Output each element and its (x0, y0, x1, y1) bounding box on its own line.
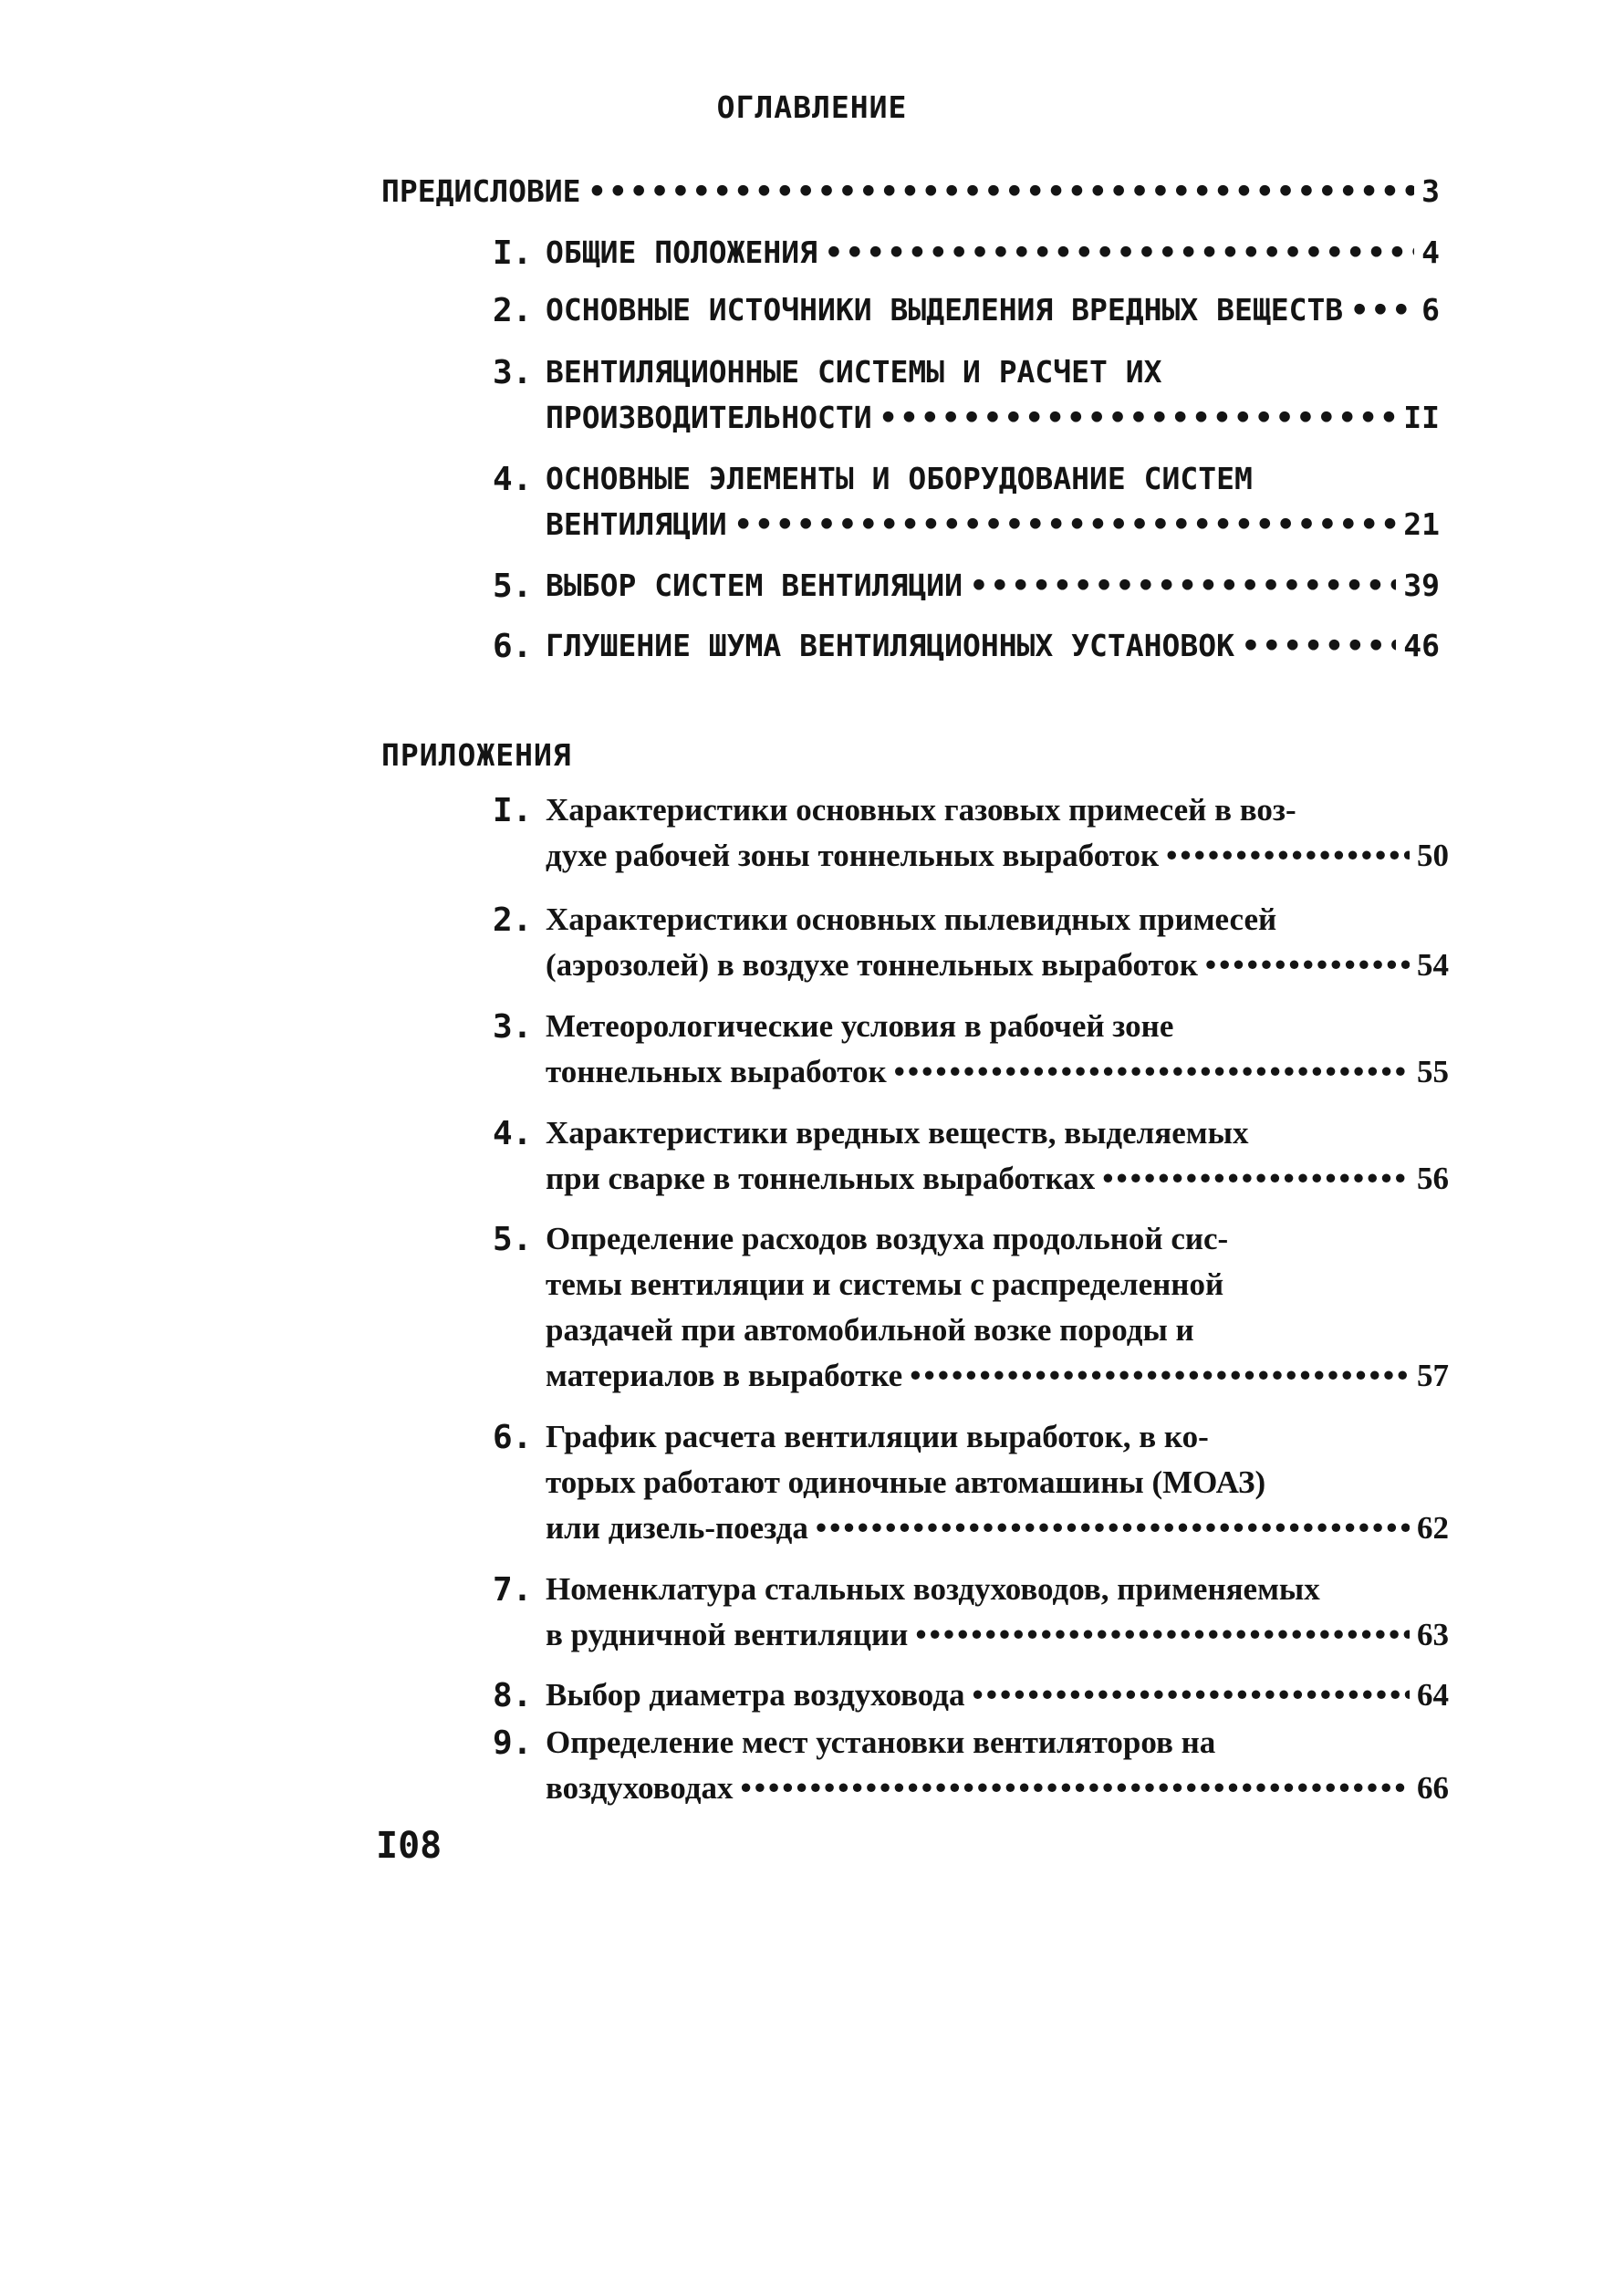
chapter-title-cont: ВЕНТИЛЯЦИИ (546, 506, 727, 542)
appendix-title-cont: материалов в выработке (546, 1358, 903, 1393)
appendix-number: I. (493, 792, 533, 829)
chapter-title: ВЕНТИЛЯЦИОННЫЕ СИСТЕМЫ И РАСЧЕТ ИХ (546, 354, 1162, 390)
appendix-page: 62 (1417, 1510, 1449, 1546)
chapter-number: 5. (493, 568, 533, 605)
appendix-title: График расчета вентиляции выработок, в ко- (546, 1419, 1209, 1454)
page-number: I08 (376, 1825, 442, 1867)
appendix-page: 56 (1417, 1161, 1449, 1196)
chapter-entry (546, 234, 1440, 270)
appendix-title-cont: в рудничной вентиляции (546, 1617, 909, 1652)
appendix-title: Характеристики основных пылевидных примесей (546, 901, 1277, 937)
preface-entry (381, 173, 1440, 209)
leader-dots (825, 234, 1414, 270)
appendix-title-cont: (аэрозолей) в воздухе тоннельных выработок (546, 947, 1198, 983)
appendix-entry (546, 1617, 1449, 1653)
leader-dots (1350, 292, 1414, 328)
chapter-number: 6. (493, 628, 533, 665)
appendix-title: Метеорологические условия в рабочей зоне (546, 1008, 1174, 1044)
appendix-title: Определение мест установки вентиляторов на (546, 1724, 1216, 1760)
appendix-title: Определение расходов воздуха продольной сис- (546, 1221, 1229, 1256)
appendix-title: Характеристики вредных веществ, выделяемых (546, 1115, 1249, 1151)
leader-dots (740, 1770, 1410, 1807)
appendix-page: 55 (1417, 1054, 1449, 1089)
leader-dots (1102, 1161, 1410, 1197)
chapter-entry (546, 506, 1440, 542)
chapter-number: 3. (493, 354, 533, 391)
appendix-number: 3. (493, 1008, 533, 1046)
leader-dots (972, 1677, 1410, 1714)
appendix-heading: ПРИЛОЖЕНИЯ (381, 737, 572, 773)
chapter-page: II (1403, 400, 1440, 435)
appendix-entry (546, 1358, 1449, 1394)
appendix-number: 8. (493, 1677, 533, 1714)
appendix-title-cont: духе рабочей зоны тоннельных выработок (546, 838, 1160, 873)
preface-page: 3 (1421, 173, 1440, 209)
leader-dots (816, 1510, 1410, 1547)
appendix-title-cont: воздуховодах (546, 1770, 734, 1806)
leader-dots (1242, 628, 1396, 663)
chapter-entry (546, 628, 1440, 663)
chapter-title: ОСНОВНЫЕ ЭЛЕМЕНТЫ И ОБОРУДОВАНИЕ СИСТЕМ (546, 461, 1253, 496)
appendix-entry (546, 1770, 1449, 1807)
leader-dots (734, 506, 1397, 542)
leader-dots (1166, 838, 1410, 874)
chapter-title: ОСНОВНЫЕ ИСТОЧНИКИ ВЫДЕЛЕНИЯ ВРЕДНЫХ ВЕЩЕСТВ (546, 292, 1344, 328)
appendix-title-cont: при сварке в тоннельных выработках (546, 1161, 1096, 1196)
appendix-entry (546, 947, 1449, 984)
leader-dots (588, 173, 1415, 209)
chapter-page: 39 (1403, 568, 1440, 603)
page-title: ОГЛАВЛЕНИЕ (716, 89, 908, 125)
appendix-number: 4. (493, 1115, 533, 1152)
chapter-title: ОБЩИЕ ПОЛОЖЕНИЯ (546, 234, 818, 270)
chapter-entry (546, 568, 1440, 603)
chapter-title: ГЛУШЕНИЕ ШУМА ВЕНТИЛЯЦИОННЫХ УСТАНОВОК (546, 628, 1234, 663)
appendix-title: Характеристики основных газовых примесей в воз- (546, 792, 1296, 828)
appendix-page: 63 (1417, 1617, 1449, 1652)
appendix-number: 6. (493, 1419, 533, 1456)
appendix-page: 57 (1417, 1358, 1449, 1393)
appendix-entry (546, 838, 1449, 874)
appendix-title-cont: темы вентиляции и системы с распределенной (546, 1266, 1224, 1302)
appendix-number: 9. (493, 1724, 533, 1762)
leader-dots (915, 1617, 1410, 1653)
appendix-entry (546, 1510, 1449, 1547)
appendix-number: 2. (493, 901, 533, 939)
leader-dots (894, 1054, 1410, 1090)
chapter-entry (546, 292, 1440, 328)
preface-label: ПРЕДИСЛОВИЕ (381, 173, 581, 209)
leader-dots (880, 400, 1397, 435)
appendix-page: 54 (1417, 947, 1449, 983)
chapter-entry (546, 400, 1440, 435)
leader-dots (910, 1358, 1410, 1394)
chapter-title-cont: ПРОИЗВОДИТЕЛЬНОСТИ (546, 400, 872, 435)
appendix-title-cont: торых работают одиночные автомашины (МОАЗ) (546, 1464, 1266, 1500)
chapter-page: 21 (1403, 506, 1440, 542)
appendix-page: 50 (1417, 838, 1449, 873)
appendix-title: Номенклатура стальных воздуховодов, применяемых (546, 1571, 1320, 1607)
chapter-number: I. (493, 234, 533, 272)
appendix-page: 64 (1417, 1677, 1449, 1713)
leader-dots (1205, 947, 1410, 984)
appendix-title-cont: или дизель-поезда (546, 1510, 808, 1546)
appendix-title-cont: раздачей при автомобильной возке породы и (546, 1312, 1194, 1348)
appendix-number: 7. (493, 1571, 533, 1609)
leader-dots (970, 568, 1396, 603)
chapter-title: ВЫБОР СИСТЕМ ВЕНТИЛЯЦИИ (546, 568, 963, 603)
chapter-page: 4 (1421, 234, 1440, 270)
appendix-number: 5. (493, 1221, 533, 1258)
appendix-title: Выбор диаметра воздуховода (546, 1677, 965, 1713)
appendix-page: 66 (1417, 1770, 1449, 1806)
appendix-entry (546, 1054, 1449, 1090)
chapter-number: 4. (493, 461, 533, 498)
appendix-entry (546, 1677, 1449, 1714)
appendix-title-cont: тоннельных выработок (546, 1054, 887, 1089)
chapter-page: 6 (1421, 292, 1440, 328)
appendix-entry (546, 1161, 1449, 1197)
chapter-page: 46 (1403, 628, 1440, 663)
chapter-number: 2. (493, 292, 533, 329)
